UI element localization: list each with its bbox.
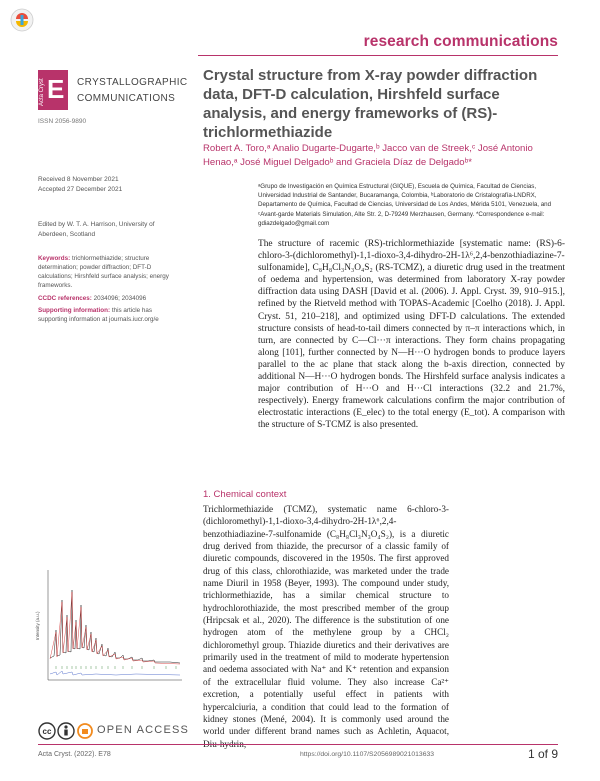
- plot-reflection-ticks: [56, 666, 176, 669]
- ccdc-block: [38, 294, 183, 303]
- supporting-info-link[interactable]: this article has supporting information at journals.iucr.org/e: [38, 307, 159, 323]
- ccdc-label: CCDC references:: [38, 295, 92, 302]
- keywords-label: Keywords:: [38, 255, 71, 262]
- header-divider: [198, 55, 558, 56]
- footer-divider: [38, 744, 558, 745]
- journal-badge-vertical-text: Acta Cryst: [39, 78, 45, 106]
- ccdc-text: 2034096; 2034096: [93, 295, 147, 302]
- journal-badge-letter: E: [47, 74, 65, 104]
- supporting-info-block: [38, 306, 183, 324]
- abstract: The structure of racemic (RS)-trichlormethiazide [systematic name: (RS)-6-chloro-3-(dichloromethyl)-1,1-dioxo-3,4-dihydro-2H-1λ⁶,2,4-benzothiadiazine-7-sulfonamide], C₈H₈Cl₃N₃O₄S₂ (RS-TCMZ), a diuretic drug used in the treatment of oedema and hypertension, was determined from laboratory X-ray powder diffraction data using DASH [David et al. (2006). J. Appl. Cryst. 39, 910–915.], refined by the Rietveld method with TOPAS-Academic [Coelho (2018). J. Appl. Cryst. 51, 210–218], and optimized using DFT-D calculations. The extended structure consists of head-to-tail dimers connected by π–π interactions which, in turn, are connected by C—Cl···π interactions. They form chains propagating along [101], further connected by N—H···O hydrogen bonds to produce layers parallel to the ac plane that stack along the b-axis direction, connected by additional N—H···O hydrogen bonds. The Hirshfeld surface analysis indicates a major contribution of H···O and H···Cl interactions (32.2 and 21.7%, respectively). Energy framework calculations confirm the major contribution of electrostatic interactions (E_elec) to the total energy (E_tot). A comparison with the structure of S-TCMZ is also presented.: [258, 239, 565, 431]
- diffraction-plot-thumbnail: [36, 560, 186, 705]
- cc-by-license-icon[interactable]: [38, 722, 94, 740]
- section-header: research communications: [363, 33, 558, 50]
- body-text: Trichlormethiazide (TCMZ), systematic name 6-chloro-3-(dichloromethyl)-1,1-dioxo-3,4-dihydro-2H-1λ⁶,2,4-benzothiadiazine-7-sulfonamide (C₈H₈Cl₃N₃O₄S₂), is a diuretic drug derived from thiazide, the precursor of a classic family of diuretic compounds, discovered in the 1950s. The first approved drug of this class, chlorothiazide, was marketed under the trade name Diuril in 1958 (Beyer, 1993). The compound under study, trichlormethiazide, has a similar chemical structure to hydrochlorothiazide, the most prescribed member of the group (Hripcsak et al., 2020). The difference is the substitution of one hydrogen atom of the methylene group by a CHCl₂ dichloromethyl group. Thiazide diuretics and their derivatives are primarily used in the treatment of mild to moderate hypertension and oedema associated with Na⁺ and K⁺ retention and expansion of the extracellular fluid volume. They also increase Ca²⁺ excretion, a potentially useful effect in patients with hypercalciuria, a condition that could lead to the formation of kidney stones (Mené, 2004). It is commonly used around the world under different brand names such as Achletin, Aquacot,: [203, 504, 449, 737]
- journal-name-line1: CRYSTALLOGRAPHIC: [77, 77, 188, 88]
- article-authors: Robert A. Toro,ᵃ Analio Dugarte-Dugarte,ᵇ Jacco van de Streek,ᶜ José Antonio Henao,ᵃ José Miguel Delgadoᵇ and Graciela Díaz de Delgadoᵇ*: [203, 143, 533, 168]
- article-dates: [38, 175, 122, 194]
- footer-page-number: 1 of 9: [527, 747, 558, 761]
- section-heading: 1. Chemical context: [203, 489, 287, 500]
- journal-issn: ISSN 2056-9890: [38, 118, 87, 125]
- footer-journal-ref: Acta Cryst. (2022). E78: [38, 751, 111, 758]
- accepted-date: Accepted 27 December 2021: [38, 185, 123, 193]
- article-title: Crystal structure from X-ray powder diffraction data, DFT-D calculation, Hirshfeld surface analysis, and energy frameworks of (RS)-trichlormethiazide: [203, 67, 538, 141]
- crossmark-icon[interactable]: [10, 8, 34, 32]
- keywords-block: [38, 254, 183, 290]
- journal-name-line2: COMMUNICATIONS: [77, 93, 176, 104]
- edited-by: Edited by W. T. A. Harrison, University of Aberdeen, Scotland: [38, 221, 155, 238]
- svg-text:cc: cc: [42, 727, 52, 736]
- supporting-info-label: Supporting information:: [38, 307, 111, 314]
- keywords-text: trichlormethiazide; structure determination; powder diffraction; DFT-D calculations; Hirshfeld surface analysis; energy frameworks.: [38, 255, 169, 289]
- open-access-label: OPEN ACCESS: [97, 724, 190, 736]
- plot-ylabel: Intensity (a.u.): [35, 611, 40, 640]
- affiliations: ᵃGrupo de Investigación en Química Estructural (GIQUE), Escuela de Química, Facultad de Ciencias, Universidad Industrial de Santander, Bucaramanga, Colombia, ᵇLaboratorio de Cristalografía-LNDRX, Departamento de Química, Facultad de Ciencias, Universidad de Los Andes, Mérida 5101, Venezuela, and ᶜAvant-garde Materials Simulation, Alte Str. 2, D-79249 Merzhausen, Germany. *Correspondence e-mail: gdiazdelgado@gmail.com: [258, 183, 552, 227]
- received-date: Received 8 November 2021: [38, 176, 119, 183]
- plot-difference-curve: [50, 671, 180, 675]
- footer-doi-link[interactable]: https://doi.org/10.1107/S2056989021013633: [300, 751, 435, 758]
